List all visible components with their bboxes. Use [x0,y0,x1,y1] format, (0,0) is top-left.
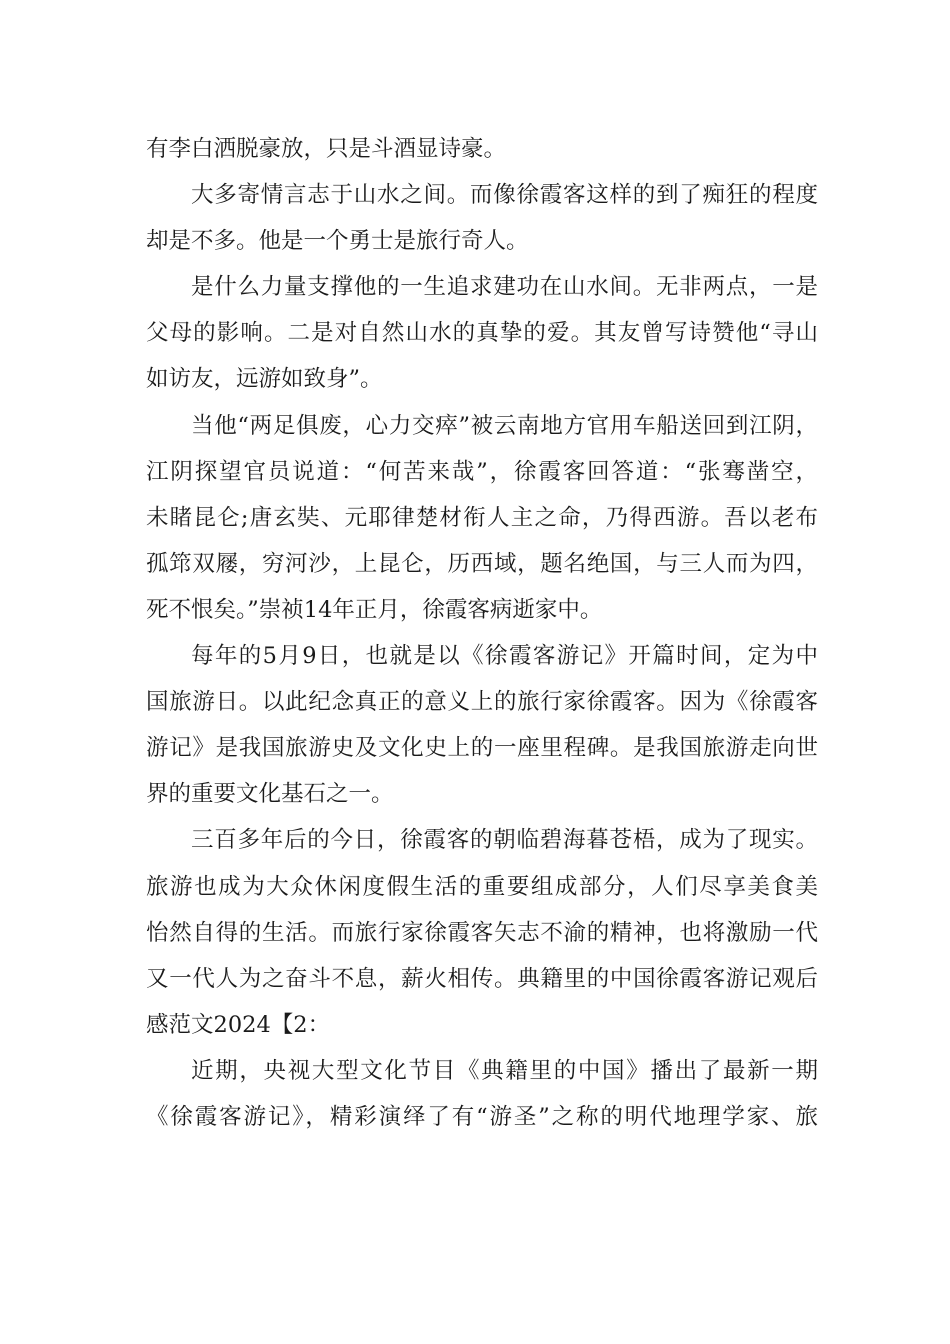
text-line: 江阴探望官员说道：“何苦来哉”，徐霞客回答道：“张骞凿空， [146,458,818,485]
text-line: 感范文2024【2： [146,1011,331,1038]
text-line: 却是不多。他是一个勇士是旅行奇人。 [146,228,529,255]
text-line: 界的重要文化基石之一。 [146,781,394,808]
text-line: 近期，央视大型文化节目《典籍里的中国》播出了最新一期 [191,1057,818,1084]
text-line: 旅游也成为大众休闲度假生活的重要组成部分，人们尽享美食美 [146,873,818,900]
text-line: 死不恨矣。”崇祯14年正月，徐霞客病逝家中。 [146,596,603,623]
text-line: 未睹昆仑;唐玄奘、元耶律楚材衔人主之命，乃得西游。吾以老布 [146,504,818,531]
text-line: 如访友，远游如致身”。 [146,366,383,393]
text-line: 是什么力量支撑他的一生追求建功在山水间。无非两点，一是 [191,274,818,301]
text-line: 有李白洒脱豪放，只是斗酒显诗豪。 [146,136,507,162]
text-line: 孤筇双屦，穷河沙，上昆仑，历西域，题名绝国，与三人而为四， [146,550,818,577]
text-line: 游记》是我国旅游史及文化史上的一座里程碑。是我国旅游走向世 [146,735,818,762]
text-line: 当他“两足俱废，心力交瘁”被云南地方官用车船送回到江阴， [191,412,818,439]
text-line: 国旅游日。以此纪念真正的意义上的旅行家徐霞客。因为《徐霞客 [146,689,818,716]
text-line: 每年的5月9日，也就是以《徐霞客游记》开篇时间，定为中 [191,643,818,670]
text-line: 三百多年后的今日，徐霞客的朝临碧海暮苍梧，成为了现实。 [191,827,818,854]
text-line: 大多寄情言志于山水之间。而像徐霞客这样的到了痴狂的程度 [191,182,818,209]
text-line: 父母的影响。二是对自然山水的真挚的爱。其友曾写诗赞他“寻山 [146,320,818,347]
text-line: 怡然自得的生活。而旅行家徐霞客矢志不渝的精神，也将激励一代 [146,919,818,946]
text-line: 《徐霞客游记》，精彩演绎了有“游圣”之称的明代地理学家、旅 [146,1103,818,1130]
text-line: 又一代人为之奋斗不息，薪火相传。典籍里的中国徐霞客游记观后 [146,965,818,992]
body-text [146,126,818,1140]
